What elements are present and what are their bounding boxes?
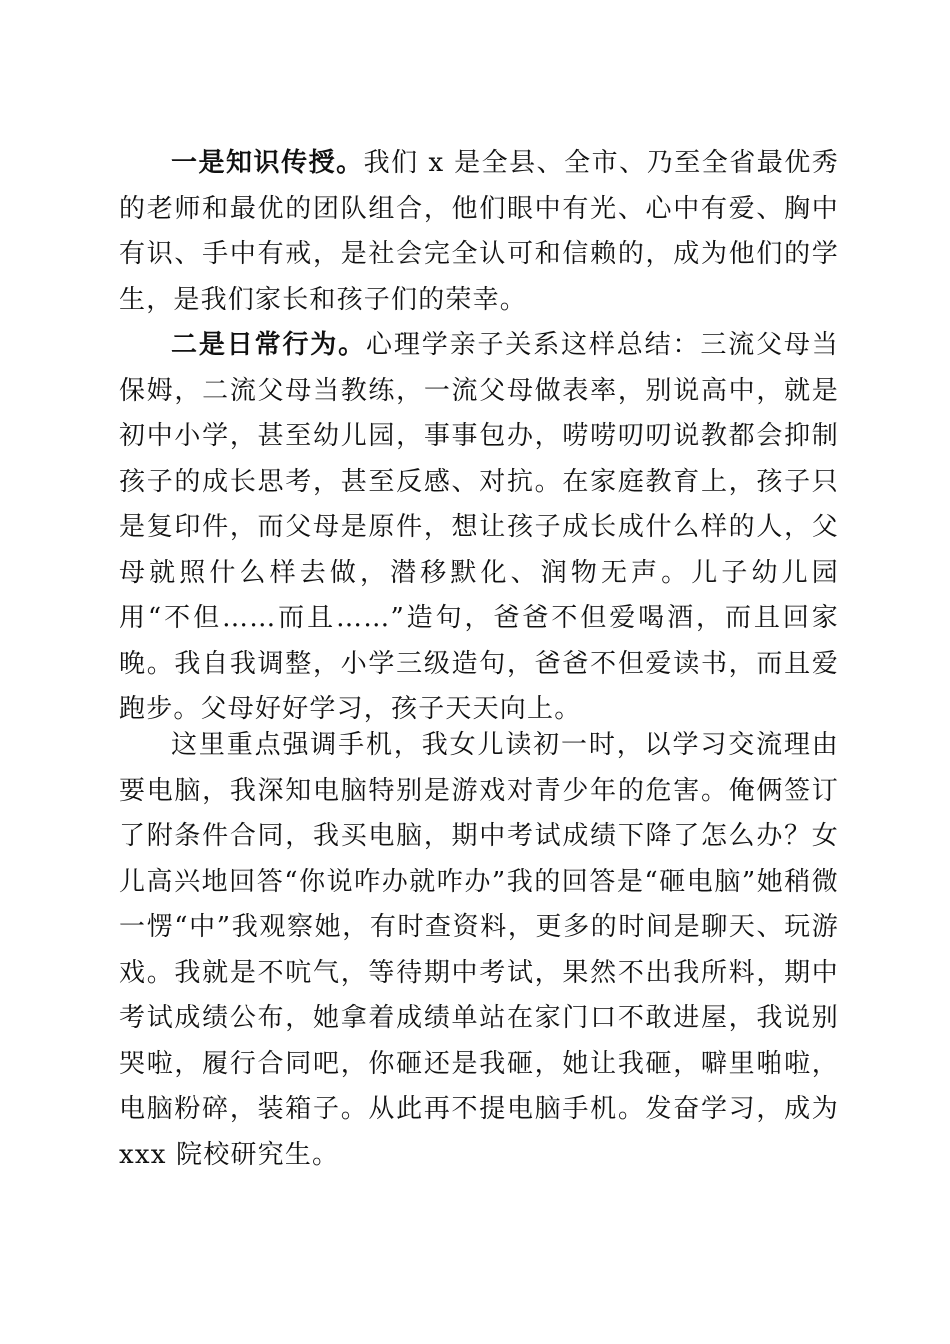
paragraph-lead: 二是日常行为。	[171, 330, 367, 360]
paragraph-knowledge-teaching	[119, 141, 839, 323]
paragraph	[119, 141, 839, 323]
paragraph	[119, 723, 839, 1178]
paragraph	[119, 323, 839, 733]
paragraph-phone-emphasis	[119, 723, 839, 1178]
paragraph-lead: 一是知识传授。	[171, 148, 364, 178]
paragraph-body: 心理学亲子关系这样总结：三流父母当保姆，二流父母当教练，一流父母做表率，别说高中，就是初中小学，甚至幼儿园，事事包办，唠唠叨叨说教都会抑制孩子的成长思考，甚至反感、对抗。在家庭教育上，孩子只是复印件，而父母是原件，想让孩子成长成什么样的人，父母就照什么样去做，潜移默化、润物无声。儿子幼儿园用“不但……而且……”造句，爸爸不但爱喝酒，而且回家晚。我自我调整，小学三级造句，爸爸不但爱读书，而且爱跑步。父母好好学习，孩子天天向上。	[119, 330, 839, 724]
paragraph-daily-behavior	[119, 323, 839, 733]
paragraph-body: 我们 x 是全县、全市、乃至全省最优秀的老师和最优的团队组合，他们眼中有光、心中有爱、胸中有识、手中有戒，是社会完全认可和信赖的，成为他们的学生，是我们家长和孩子们的荣幸。	[119, 148, 839, 315]
paragraph-body: 这里重点强调手机，我女儿读初一时，以学习交流理由要电脑，我深知电脑特别是游戏对青少年的危害。俺俩签订了附条件合同，我买电脑，期中考试成绩下降了怎么办？女儿高兴地回答“你说咋办就咋办”我的回答是“砸电脑”她稍微一愣“中”我观察她，有时查资料，更多的时间是聊天、玩游戏。我就是不吭气，等待期中考试，果然不出我所料，期中考试成绩公布，她拿着成绩单站在家门口不敢进屋，我说别哭啦，履行合同吧，你砸还是我砸，她让我砸，噼里啪啦，电脑粉碎，装箱子。从此再不提电脑手机。发奋学习，成为 xxx 院校研究生。	[119, 730, 839, 1170]
